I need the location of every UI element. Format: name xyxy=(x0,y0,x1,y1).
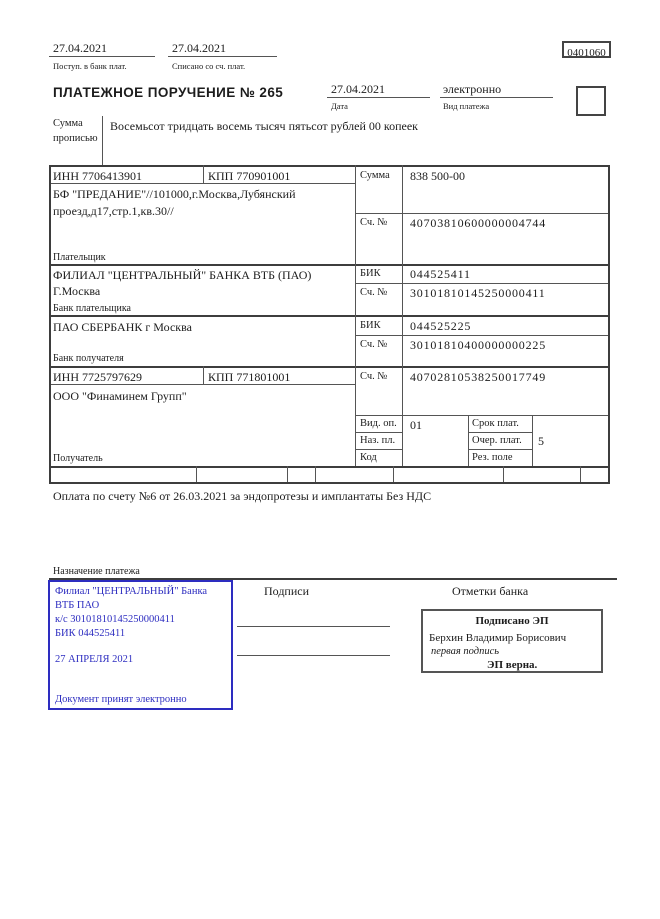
signature-line-1 xyxy=(237,626,390,627)
signature-verified: ЭП верна. xyxy=(487,659,538,671)
sum-row-border xyxy=(355,213,610,214)
bank-stamp xyxy=(48,580,233,710)
op-label-divider-4 xyxy=(468,449,532,450)
debited-date-underline xyxy=(168,56,277,57)
beneficiary-bank-label: Банк получателя xyxy=(53,353,124,364)
form-code: 0401060 xyxy=(567,47,606,59)
received-in-bank-date: 27.04.2021 xyxy=(53,41,107,55)
bank-marks-label: Отметки банка xyxy=(452,584,529,598)
table-right-border xyxy=(608,165,610,484)
op-type-label: Вид. оп. xyxy=(360,418,397,429)
beneficiary-bank-bik-label: БИК xyxy=(360,320,381,331)
received-in-bank-label: Поступ. в банк плат. xyxy=(53,61,127,71)
label-value-divider xyxy=(402,165,403,466)
op-type-value: 01 xyxy=(410,418,422,432)
payer-bank-bik-border xyxy=(355,283,610,284)
signed-title: Подписано ЭП xyxy=(475,615,549,627)
op-block-top-border xyxy=(355,415,610,416)
beneficiary-bank-account-label: Сч. № xyxy=(360,339,388,350)
beneficiary-section-border xyxy=(49,466,610,468)
beneficiary-inn-kpp-divider xyxy=(203,366,204,384)
payer-kpp: КПП 770901001 xyxy=(208,169,291,183)
table-bottom-border xyxy=(49,482,610,484)
debited-label: Списано со сч. плат. xyxy=(172,61,246,71)
signatures-label: Подписи xyxy=(264,584,310,598)
signature-kind: первая подпись xyxy=(431,646,500,657)
op-label-divider-2 xyxy=(468,432,532,433)
signature-line-2 xyxy=(237,655,390,656)
electronic-signature-box xyxy=(421,609,603,673)
beneficiary-name: ООО "Финаминем Групп" xyxy=(53,389,187,403)
received-date-underline xyxy=(49,56,155,57)
due-date-right-divider xyxy=(532,415,533,466)
beneficiary-kpp: КПП 771801001 xyxy=(208,370,291,384)
beneficiary-bank-account-value: 30101810400000000225 xyxy=(410,338,546,352)
form-code-box xyxy=(562,41,611,58)
beneficiary-bank-name: ПАО СБЕРБАНК г Москва xyxy=(53,320,192,334)
payer-account-label: Сч. № xyxy=(360,217,388,228)
payment-type-underline xyxy=(440,97,553,98)
footer-cell-divider-2 xyxy=(287,466,288,482)
purpose-code-label: Наз. пл. xyxy=(360,435,396,446)
beneficiary-bank-bik-value: 044525225 xyxy=(410,319,472,333)
document-title: ПЛАТЕЖНОЕ ПОРУЧЕНИЕ № 265 xyxy=(53,85,284,100)
footer-cell-divider-5 xyxy=(503,466,504,482)
payer-section-border xyxy=(49,264,610,266)
payer-bank-account-value: 30101810145250000411 xyxy=(410,286,546,300)
priority-label: Очер. плат. xyxy=(472,435,522,446)
beneficiary-bank-bik-border xyxy=(355,335,610,336)
payer-bank-account-label: Сч. № xyxy=(360,287,388,298)
amount-words-divider xyxy=(102,116,103,165)
sum-value: 838 500-00 xyxy=(410,169,465,183)
payer-label: Плательщик xyxy=(53,252,106,263)
payer-bank-section-border xyxy=(49,315,610,317)
beneficiary-label: Получатель xyxy=(53,453,103,464)
document-date: 27.04.2021 xyxy=(331,82,385,96)
sum-label: Сумма xyxy=(360,170,390,181)
document-date-underline xyxy=(327,97,430,98)
stamp-bank-name-line2: ВТБ ПАО xyxy=(55,600,100,611)
stamp-footer: Документ принят электронно xyxy=(55,694,187,705)
table-top-border xyxy=(49,165,610,167)
payment-purpose-label: Назначение платежа xyxy=(53,566,140,577)
payer-name-line2: проезд,д17,стр.1,кв.30// xyxy=(53,204,174,218)
op-label-divider-1 xyxy=(355,432,402,433)
stamp-bik: БИК 044525411 xyxy=(55,628,126,639)
payer-bank-bik-label: БИК xyxy=(360,268,381,279)
amount-words-label-line2: прописью xyxy=(53,133,98,144)
payer-name-line1: БФ "ПРЕДАНИЕ"//101000,г.Москва,Лубянский xyxy=(53,187,296,201)
code-label: Код xyxy=(360,452,377,463)
stamp-date: 27 АПРЕЛЯ 2021 xyxy=(55,654,134,665)
beneficiary-inn: ИНН 7725797629 xyxy=(53,370,142,384)
priority-value: 5 xyxy=(538,434,544,448)
payer-bank-name-line2: Г.Москва xyxy=(53,284,101,298)
payer-bank-label: Банк плательщика xyxy=(53,303,131,314)
payer-bank-bik-value: 044525411 xyxy=(410,267,471,281)
document-date-label: Дата xyxy=(331,101,348,111)
status-checkbox xyxy=(576,86,606,116)
payment-type-label: Вид платежа xyxy=(443,101,490,111)
payer-bank-name-line1: ФИЛИАЛ "ЦЕНТРАЛЬНЫЙ" БАНКА ВТБ (ПАО) xyxy=(53,268,312,282)
footer-cell-divider-1 xyxy=(196,466,197,482)
payer-account-value: 40703810600000004744 xyxy=(410,216,546,230)
debited-date: 27.04.2021 xyxy=(172,41,226,55)
stamp-corr-account: к/с 30101810145250000411 xyxy=(55,614,175,625)
amount-in-words: Восемьсот тридцать восемь тысяч пятьсот рублей 00 копеек xyxy=(110,119,419,133)
payer-inn: ИНН 7706413901 xyxy=(53,169,142,183)
beneficiary-account-label: Сч. № xyxy=(360,371,388,382)
footer-cell-divider-3 xyxy=(315,466,316,482)
beneficiary-bank-section-border xyxy=(49,366,610,368)
footer-cell-divider-4 xyxy=(393,466,394,482)
due-date-label: Срок плат. xyxy=(472,418,519,429)
stamp-bank-name-line1: Филиал "ЦЕНТРАЛЬНЫЙ" Банка xyxy=(55,586,208,597)
op-label-divider-3 xyxy=(355,449,402,450)
main-column-divider xyxy=(355,165,356,466)
amount-words-label-line1: Сумма xyxy=(53,118,83,129)
table-left-border xyxy=(49,165,51,484)
reserve-label: Рез. поле xyxy=(472,452,513,463)
footer-cell-divider-6 xyxy=(580,466,581,482)
signer-name: Берхин Владимир Борисович xyxy=(429,632,567,644)
due-date-left-divider xyxy=(468,415,469,466)
payment-purpose-text: Оплата по счету №6 от 26.03.2021 за эндопротезы и имплантаты Без НДС xyxy=(53,489,432,503)
payment-type-value: электронно xyxy=(443,82,502,96)
payer-inn-kpp-divider xyxy=(203,165,204,183)
beneficiary-account-value: 40702810538250017749 xyxy=(410,370,546,384)
